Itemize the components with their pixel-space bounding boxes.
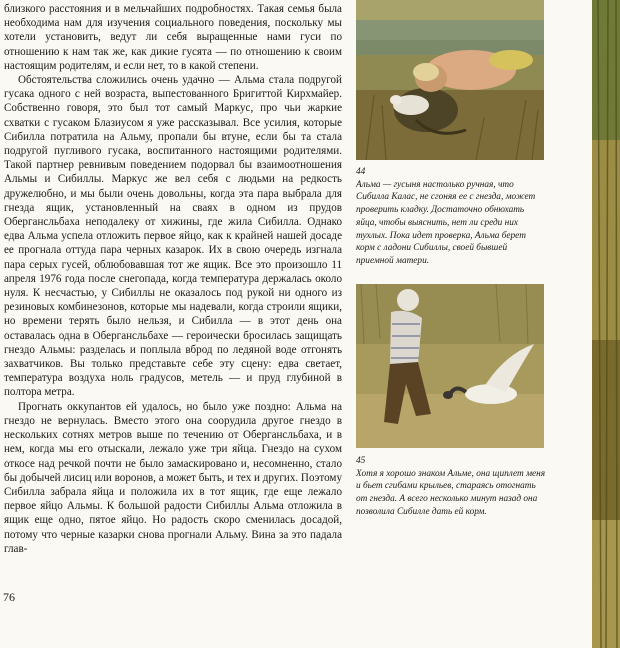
paragraph-1: близкого расстояния и в мельчайших подробностях. Такая семья была необходима нам для изучения социального поведения, поскольку мы хотели установить, ведут ли себя выращенные нами гуси по отношению к нам так же, как дикие гусята — по отношению к своим настоящим родителям, и если нет, то в какой степени. — [4, 3, 342, 72]
photo-woman-with-goose — [356, 0, 544, 160]
caption-text-45: Хотя я хорошо знаком Альме, она щиплет меня и бьет сгибами крыльев, стараясь отогнать от гнезда. А всего несколько минут назад она позволила Сибилле дать ей корм. — [356, 468, 546, 517]
paragraph-3: Прогнать оккупантов ей удалось, но было уже поздно: Альма на гнездо не вернулась. Вместо этого она соорудила другое гнездо в нескольких сотнях метров выше по течению от Обергансльбаха, и в нем, когда мы его отыскали, лежало уже три яйца. Гнездо на сухом откосе над речкой почти не было замаскировано и, несомненно, стало бы добычей лисиц или воронов, а может быть, и тех и других. Поэтому Сибилла забрала яйца и положила их в тот ящик, где еще лежало первое яйцо Альмы. К большой радости Сибиллы Альма отложила в ящик еще одно, пятое яйцо. Но радость скоро сменилась досадой, потому что черные казарки снова прогнали Альму. Вина за это падала глав- — [4, 400, 342, 555]
page-number: 76 — [3, 590, 15, 604]
adjacent-page-photo-edge — [592, 0, 620, 648]
paragraph-2: Обстоятельства сложились очень удачно — Альма стала подругой гусака одного с ней возраста, выпестованного Бригиттой Кирхмайер. Собственно говоря, это был тот самый Маркус, про чьи жаркие схватки с гусаком Блазиусом я уже рассказывал. Все усилия, которые Сибилла потратила на Альму, пропали бы втуне, если бы та стала подругой пугливого гусака, воспитанного настоящими родителями. Такой партнер ревнивым поведением подорвал бы взаимоотношения Альмы и Сибиллы. Маркус же вел себя с людьми на редкость дружелюбно, и мы были очень довольны, когда эта пара выбрала для гнезда ящик, установленный на сваях в одном из прудов Обергансльбаха неподалеку от хижины, где жила Сибилла. Однако едва Альма успела отложить первое яйцо, как к крайней нашей досаде ее прогнала оттуда пара черных казарок. Их в свою очередь изгнала пара серых гусей, облюбовавшая тот же ящик. Все это произошло 11 апреля 1976 года после снегопада, когда температура держалась около нуля. К несчастью, у Сибиллы не оказалось под рукой ни одного из резиновых комбинезонов, которые мы надевали, когда строили ящики, но времени терять было нельзя, и Сибилла — в этот день она оставалась одна в Обергансльбахе — героически бросилась защищать гнездо Альмы: разделась и поплыла вброд по ледяной воде отгонять захватчиков. Вы только представьте себе эту сцену: едва светает, температура воздуха ноль градусов, метель — и пруд глубиной в полтора метра. — [4, 74, 342, 399]
caption-44 — [356, 166, 546, 268]
main-text-column — [4, 2, 342, 556]
photo-man-chased-by-goose — [356, 284, 544, 448]
figure-number-45: 45 — [356, 456, 366, 466]
caption-45 — [356, 455, 546, 519]
figure-number-44: 44 — [356, 167, 366, 177]
caption-text-44: Альма — гусыня настолько ручная, что Сибилла Калас, не сгоняя ее с гнезда, может проверить кладку. Достаточно обнюхать яйца, чтобы выяснить, нет ли среди них тухлых. Пока идет проверка, Альма берет корм с ладони Сибиллы, своей бывшей приемной матери. — [356, 179, 536, 266]
